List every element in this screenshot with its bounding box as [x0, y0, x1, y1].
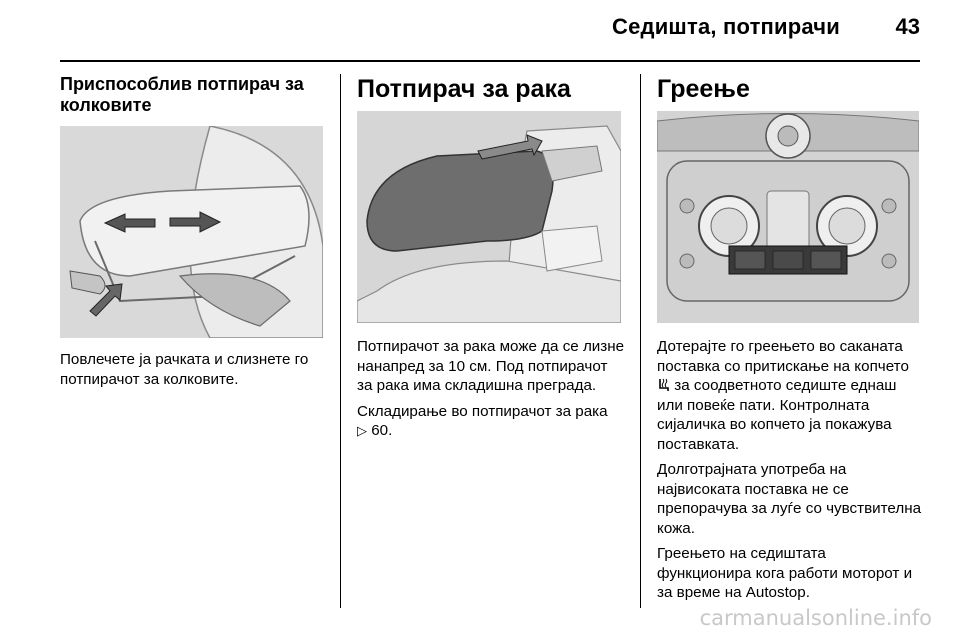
column-hip-support — [60, 74, 324, 116]
hip-support-heading: Приспособлив потпирач за колковите — [60, 74, 304, 115]
armrest-page-ref[interactable]: 60. — [371, 422, 393, 439]
page-number: 43 — [895, 14, 920, 39]
armrest-text-2 — [357, 402, 625, 441]
column-divider-2 — [640, 74, 641, 608]
heating-heading: Греење — [657, 75, 750, 103]
reference-arrow-icon: ▷ — [357, 423, 367, 438]
column-heating — [657, 74, 923, 104]
hip-support-text: Повлечете ја рачката и слизнете го потпирачот за колковите. — [60, 351, 309, 388]
header-rule — [60, 60, 920, 62]
hip-support-figure — [60, 126, 323, 338]
section-title: Седишта, потпирачи — [612, 14, 840, 39]
seat-heating-icon — [657, 377, 674, 394]
heating-text-1: Дотерајте го греењето во саканата поставка со притискање на копчето за соодветното седиште еднаш или повеќе пати. Контролната сијаличка во копчето ја покажува поставката. — [657, 338, 909, 453]
heating-text-3: Греењето на седиштата функционира кога работи моторот и за време на Autostop. — [657, 545, 913, 601]
column-divider-1 — [340, 74, 341, 608]
armrest-storage-text: Складирање во потпирачот за рака — [357, 402, 608, 420]
column-hip-support-text — [60, 350, 324, 395]
column-armrest — [357, 74, 625, 104]
heating-text-2: Долготрајната употреба на највисоката поставка не се препорачува за луѓе со чувствителна кожа. — [657, 461, 922, 537]
armrest-text-1: Потпирачот за рака може да се лизне нанапред за 10 cм. Под потпирачот за рака има складишна преграда. — [357, 338, 625, 394]
watermark: carmanualsonline.info — [699, 606, 932, 630]
column-armrest-text — [357, 337, 625, 447]
armrest-heading: Потпирач за рака — [357, 75, 571, 103]
column-heating-text — [657, 337, 923, 609]
heating-figure — [657, 111, 919, 323]
armrest-figure — [357, 111, 621, 323]
